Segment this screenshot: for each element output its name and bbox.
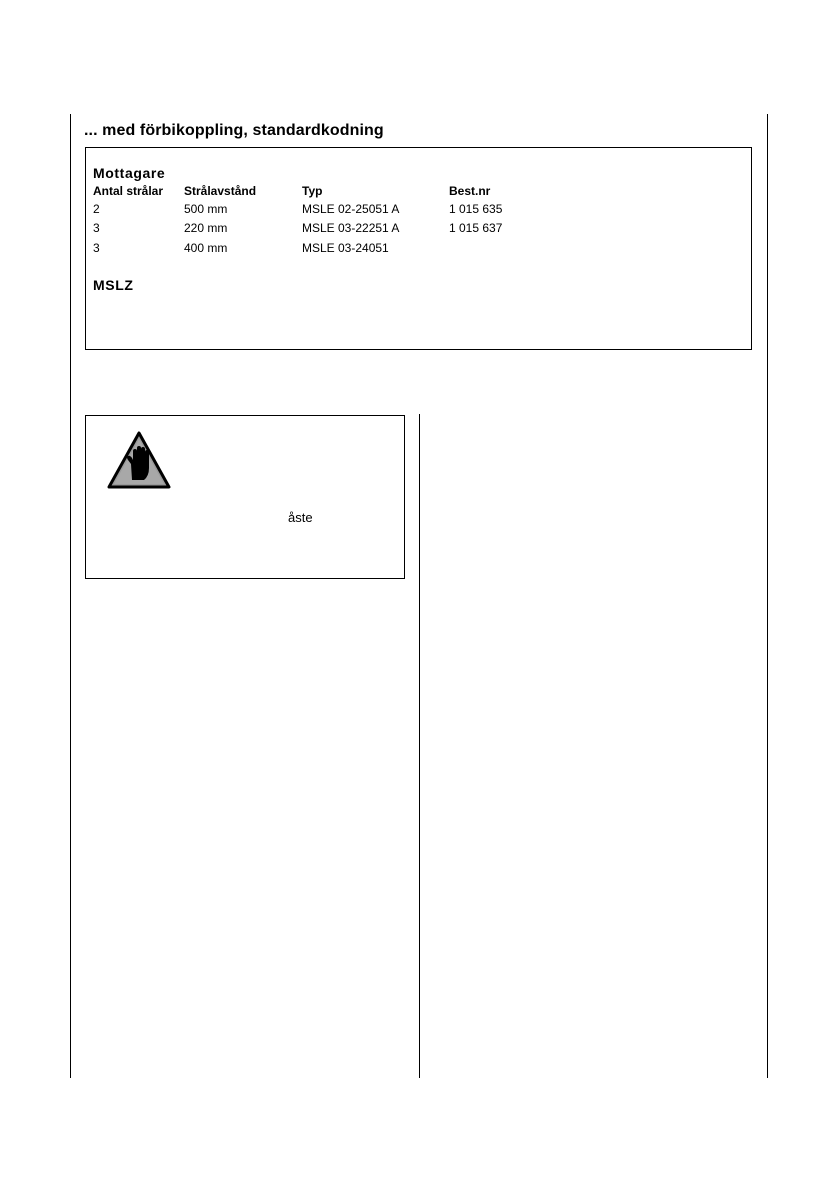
- mslz-heading: MSLZ: [93, 277, 134, 293]
- table-cell: 220 mm: [184, 221, 228, 235]
- table-cell: 400 mm: [184, 241, 228, 255]
- table-cell: MSLE 02-25051 A: [302, 202, 400, 216]
- warning-text: åste: [288, 510, 313, 525]
- table-cell: 1 015 637: [449, 221, 503, 235]
- column-header-type: Typ: [302, 184, 323, 198]
- column-header-beams: Antal strålar: [93, 184, 164, 198]
- right-margin-line: [767, 114, 768, 1078]
- table-cell: 1 015 635: [449, 202, 503, 216]
- table-cell: 3: [93, 221, 100, 235]
- section-title: ... med förbikoppling, standardkodning: [84, 122, 384, 139]
- table-cell: 3: [93, 241, 100, 255]
- receiver-heading: Mottagare: [93, 165, 166, 181]
- column-header-spacing: Strålavstånd: [184, 184, 257, 198]
- column-header-order-number: Best.nr: [449, 184, 491, 198]
- left-margin-line: [70, 114, 71, 1078]
- table-cell: 2: [93, 202, 100, 216]
- stop-hand-warning-icon: [106, 430, 172, 490]
- column-divider-line: [419, 414, 420, 1078]
- table-cell: MSLE 03-22251 A: [302, 221, 400, 235]
- warning-box: [85, 415, 405, 579]
- table-cell: 500 mm: [184, 202, 228, 216]
- spec-box: [85, 147, 752, 350]
- table-cell: MSLE 03-24051: [302, 241, 389, 255]
